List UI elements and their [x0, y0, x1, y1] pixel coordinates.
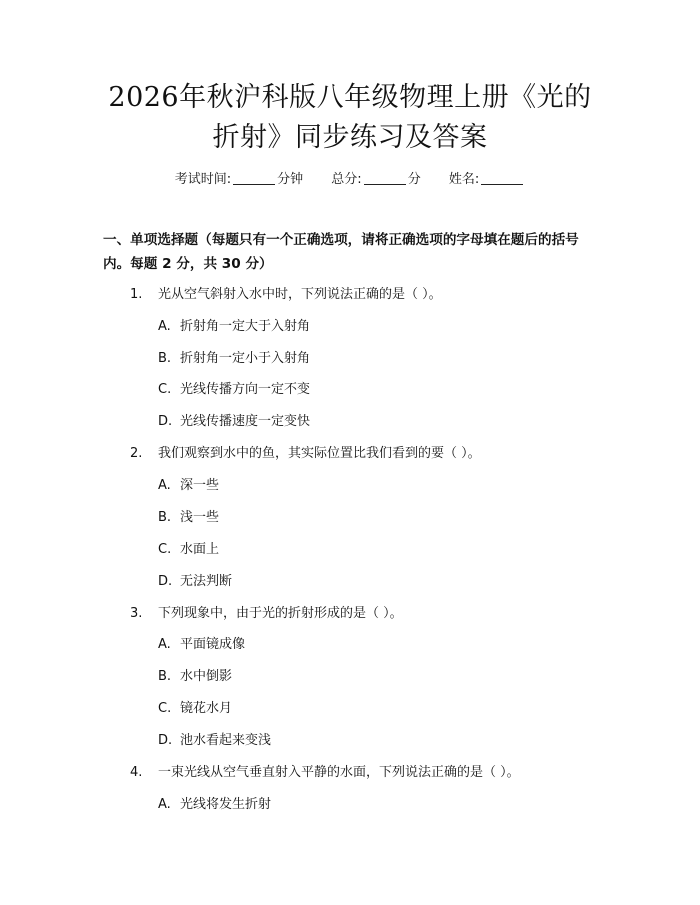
exam-time-label: 考试时间:: [174, 172, 232, 187]
student-name-label: 姓名:: [448, 172, 480, 187]
option-letter: A.: [158, 637, 171, 652]
option-3d: [158, 729, 271, 748]
option-letter: A.: [158, 319, 171, 334]
document-title: 2026年秋沪科版八年级物理上册《光的折射》同步练习及答案: [108, 82, 592, 153]
option-letter: C.: [158, 382, 172, 397]
section-heading: 一、单项选择题（每题只有一个正确选项，请将正确选项的字母填在题后的括号内。每题 2 分，共 30 分）: [103, 232, 579, 272]
question-4: [130, 761, 520, 780]
option-1b: [158, 347, 310, 366]
question-text: 下列现象中，由于光的折射形成的是（ ）。: [158, 606, 403, 621]
question-1: [130, 283, 442, 302]
option-text: 光线传播速度一定变快: [180, 414, 311, 429]
option-text: 平面镜成像: [180, 637, 246, 652]
option-letter: D.: [158, 733, 173, 748]
exam-time-unit: 分钟: [277, 172, 304, 187]
option-letter: A.: [158, 797, 171, 812]
option-1d: [158, 410, 310, 429]
total-score-blank: [364, 184, 406, 185]
option-text: 浅一些: [180, 510, 220, 525]
option-2b: [158, 506, 219, 525]
option-letter: C.: [158, 701, 172, 716]
option-text: 折射角一定大于入射角: [180, 319, 311, 334]
question-number: 4.: [130, 765, 143, 780]
student-name-blank: [481, 184, 523, 185]
option-text: 池水看起来变浅: [180, 733, 272, 748]
question-number: 3.: [130, 606, 143, 621]
option-text: 光线传播方向一定不变: [180, 382, 311, 397]
option-letter: C.: [158, 542, 172, 557]
option-3a: [158, 633, 245, 652]
question-2: [130, 442, 481, 461]
option-text: 水中倒影: [180, 669, 233, 684]
option-2c: [158, 538, 219, 557]
total-score-label: 总分:: [331, 172, 362, 187]
question-text: 我们观察到水中的鱼，其实际位置比我们看到的要（ ）。: [158, 446, 481, 461]
option-letter: B.: [158, 510, 172, 525]
option-4a: [158, 793, 271, 812]
exam-time-blank: [233, 184, 275, 185]
option-text: 光线将发生折射: [180, 797, 272, 812]
question-3: [130, 602, 403, 621]
option-3b: [158, 665, 232, 684]
option-2d: [158, 570, 232, 589]
question-text: 光从空气斜射入水中时，下列说法正确的是（ ）。: [158, 287, 442, 302]
option-text: 深一些: [180, 478, 220, 493]
option-text: 无法判断: [180, 574, 233, 589]
option-letter: D.: [158, 574, 173, 589]
option-letter: B.: [158, 351, 172, 366]
option-1c: [158, 378, 310, 397]
option-2a: [158, 474, 219, 493]
question-number: 1.: [130, 287, 143, 302]
option-1a: [158, 315, 310, 334]
option-letter: D.: [158, 414, 173, 429]
exam-info-line: [0, 168, 700, 187]
option-text: 折射角一定小于入射角: [180, 351, 311, 366]
exam-time-field: [175, 172, 303, 187]
question-text: 一束光线从空气垂直射入平静的水面，下列说法正确的是（ ）。: [158, 765, 520, 780]
option-text: 镜花水月: [180, 701, 233, 716]
question-number: 2.: [130, 446, 143, 461]
total-score-field: [331, 172, 420, 187]
student-name-field: [449, 172, 525, 187]
option-letter: B.: [158, 669, 172, 684]
option-letter: A.: [158, 478, 171, 493]
option-text: 水面上: [180, 542, 220, 557]
total-score-unit: 分: [407, 172, 421, 187]
option-3c: [158, 697, 232, 716]
